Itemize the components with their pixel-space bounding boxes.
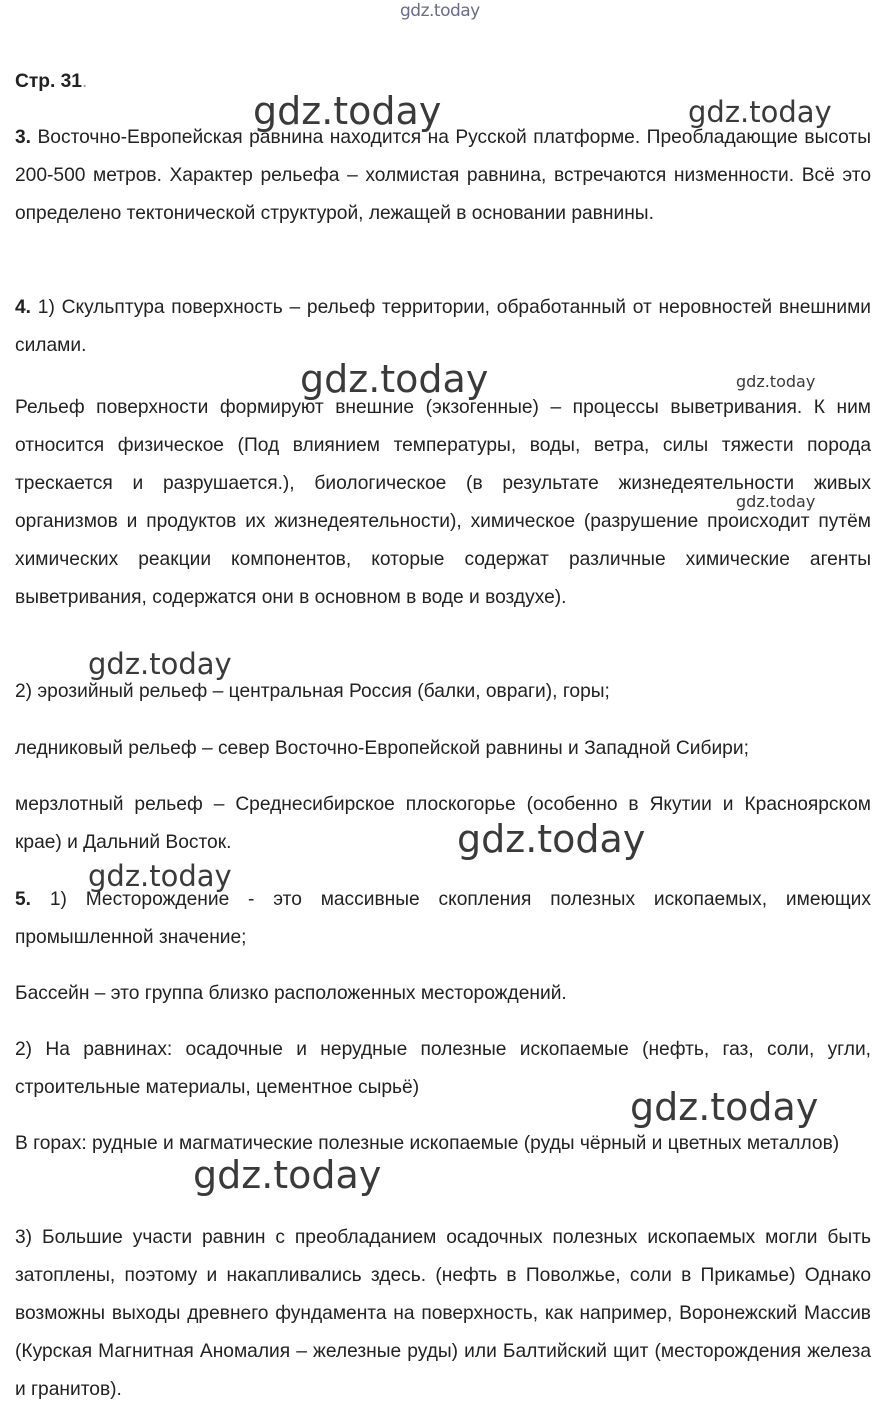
page-label-text: Стр. 31 (15, 71, 82, 92)
question-3 (15, 119, 871, 233)
watermark: gdz.today (688, 95, 832, 129)
watermark: gdz.today (457, 817, 646, 861)
watermark: gdz.today (630, 1085, 819, 1129)
watermark: gdz.today (736, 372, 816, 391)
question-4-paragraph-2: Рельеф поверхности формируют внешние (экзогенные) – процессы выветривания. К ним относится физическое (Под влиянием температуры, воды, ветра, силы тяжести порода трескается и разрушается.), биологическое (в результате жизнедеятельности живых организмов и продуктов их жизнедеятельности), химическое (разрушение происходит путём химических реакции компонентов, которые содержат различные химические агенты выветривания, содержатся они в основном в воде и воздухе). (15, 397, 871, 608)
page-label (15, 63, 871, 101)
question-5-number: 5. (15, 889, 32, 910)
question-5-paragraph-5: 3) Большие участи равнин с преобладанием осадочных полезных ископаемых могли быть затоплены, поэтому и накапливались здесь. (нефть в Поволжье, соли в Прикамье) Однако возможны выходы древнего фундамента на поверхность, как например, Воронежский Массив (Курская Магнитная Аномалия – железные руды) или Балтийский щит (месторождения железа и гранитов). (15, 1227, 871, 1400)
question-4-paragraph-5: мерзлотный рельеф – Среднесибирское плоскогорье (особенно в Якутии и Красноярском крае) и Дальний Восток. (15, 794, 871, 853)
question-5-p1-text: 1) Месторождение - это массивные скопления полезных ископаемых, имеющих промышленной значение; (15, 889, 871, 948)
question-3-number: 3. (15, 127, 32, 148)
question-4-part-1 (15, 289, 871, 365)
question-4-p1-text: 1) Скульптура поверхность – рельеф территории, обработанный от неровностей внешними силами. (15, 297, 871, 356)
watermark: gdz.today (736, 492, 816, 511)
watermark: gdz.today (300, 357, 489, 401)
question-5-part-1 (15, 881, 871, 957)
question-4-paragraph-4: ледниковый рельеф – север Восточно-Европейской равнины и Западной Сибири; (15, 738, 749, 759)
question-5-paragraph-2: Бассейн – это группа близко расположенных месторождений. (15, 983, 567, 1004)
watermark: gdz.today (88, 859, 232, 893)
question-5-paragraph-3: 2) На равнинах: осадочные и нерудные полезные ископаемые (нефть, газ, соли, угли, строительные материалы, цементное сырьё) (15, 1039, 871, 1098)
question-3-text: Восточно-Европейская равнина находится на Русской платформе. Преобладающие высоты 200-500 метров. Характер рельефа – холмистая равнина, встречаются низменности. Всё это определено тектонической структурой, лежащей в основании равнины. (15, 127, 871, 224)
question-5-paragraph-4: В горах: рудные и магматические полезные ископаемые (руды чёрный и цветных металлов) (15, 1133, 840, 1154)
watermark-top: gdz.today (400, 1, 480, 21)
watermark: gdz.today (88, 647, 232, 681)
watermark: gdz.today (193, 1153, 382, 1197)
question-4-number: 4. (15, 297, 32, 318)
page-label-suffix: . (81, 71, 88, 92)
question-4-paragraph-3: 2) эрозийный рельеф – центральная Россия (балки, овраги), горы; (15, 681, 610, 702)
watermark: gdz.today (253, 89, 442, 133)
